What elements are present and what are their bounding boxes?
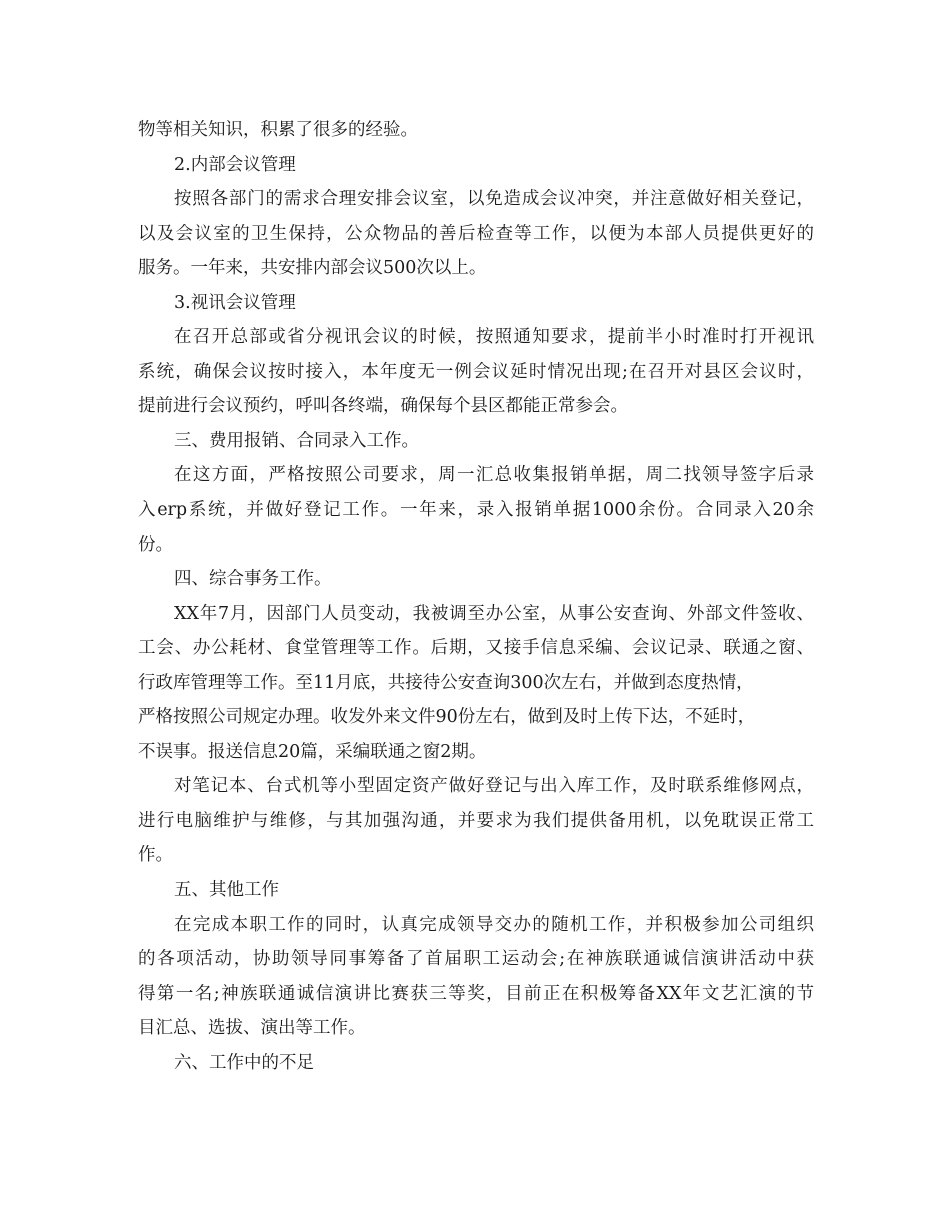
text-line: 不误事。报送信息20篇，采编联通之窗2期。 (138, 741, 487, 762)
text-line: 进行电脑维护与维修，与其加强沟通，并要求为我们提供备用机，以免耽误正常工 (138, 810, 814, 831)
text-line: 物等相关知识，积累了很多的经验。 (138, 120, 418, 140)
text-line: 严格按照公司规定办理。收发外来文件90份左右，做到及时上传下达，不延时， (138, 707, 756, 728)
text-line: 在召开总部或省分视讯会议的时候，按照通知要求，提前半小时准时打开视讯 (174, 327, 814, 348)
text-line: 五、其他工作 (174, 880, 279, 901)
text-line: 2.内部会议管理 (174, 154, 296, 175)
text-line: 以及会议室的卫生保持，公众物品的善后检查等工作，以便为本部人员提供更好的 (138, 223, 814, 244)
text-line: 得第一名;神族联通诚信演讲比赛获三等奖，目前正在积极筹备XX年文艺汇演的节 (138, 983, 814, 1004)
text-line: 3.视讯会议管理 (174, 292, 296, 313)
text-line: 目汇总、选拔、演出等工作。 (138, 1018, 366, 1039)
text-line: 入erp系统，并做好登记工作。一年来，录入报销单据1000余份。合同录入20余 (138, 500, 814, 521)
text-line: 工会、办公耗材、食堂管理等工作。后期，又接手信息采编、会议记录、联通之窗、 (138, 638, 814, 659)
text-line: 在完成本职工作的同时，认真完成领导交办的随机工作，并积极参加公司组织 (174, 914, 814, 935)
text-line: 三、费用报销、合同录入工作。 (174, 430, 419, 451)
text-line: 作。 (138, 845, 173, 866)
text-line: 六、工作中的不足 (174, 1052, 314, 1073)
text-line: 按照各部门的需求合理安排会议室，以免造成会议冲突，并注意做好相关登记， (174, 189, 814, 210)
text-line: 行政库管理等工作。至11月底，共接待公安查询300次左右，并做到态度热情， (138, 672, 754, 693)
text-line: 的各项活动，协助领导同事筹备了首届职工运动会;在神族联通诚信演讲活动中获 (138, 949, 814, 970)
text-line: 提前进行会议预约，呼叫各终端，确保每个县区都能正常参会。 (138, 396, 628, 417)
text-line: 份。 (138, 534, 173, 555)
text-line: 四、综合事务工作。 (174, 569, 332, 590)
text-line: 系统，确保会议按时接入，本年度无一例会议延时情况出现;在召开对县区会议时， (138, 361, 814, 382)
document-body (138, 113, 814, 1080)
text-line: 在这方面，严格按照公司要求，周一汇总收集报销单据，周二找领导签字后录 (174, 465, 814, 486)
text-line: 对笔记本、台式机等小型固定资产做好登记与出入库工作，及时联系维修网点， (174, 776, 814, 797)
text-line: XX年7月，因部门人员变动，我被调至办公室，从事公安查询、外部文件签收、 (174, 603, 814, 624)
text-line: 服务。一年来，共安排内部会议500次以上。 (138, 258, 487, 279)
